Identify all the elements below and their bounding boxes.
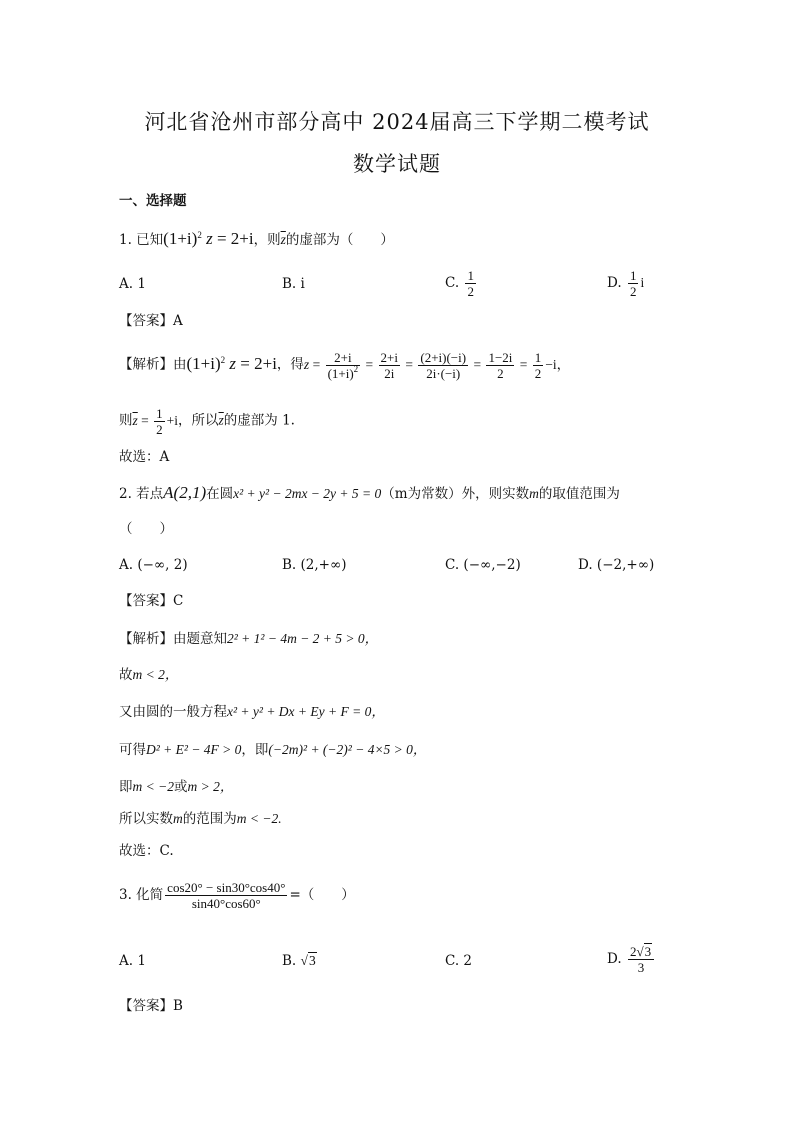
q2-stem [119, 484, 620, 503]
q1-analysis [119, 350, 570, 381]
q2-l4-mid: ，即 [241, 742, 269, 758]
q2-option-d: D. (−2,+∞) [578, 557, 655, 573]
q3-option-d [607, 944, 656, 975]
q1-expr: $(1+i)^2$ z = 2+i [163, 229, 254, 248]
q2-analysis-6 [119, 810, 282, 828]
q2-equation: x² + y² − 2mx − 2y + 5 = 0 [233, 486, 382, 501]
exam-title: 河北省沧州市部分高中 2024届高三下学期二模考试 [144, 110, 650, 134]
q1-prefix: 1. 已知 [119, 232, 164, 248]
q2-tail: 的取值范围为 [538, 486, 620, 502]
q1-option-d-suffix: i [640, 275, 645, 290]
q2-point: A(2,1) [163, 483, 207, 502]
q3-option-d-label: D. [607, 951, 622, 967]
q2-analysis-2 [119, 666, 178, 684]
q2-in-circle: 在圆 [206, 486, 234, 502]
q2-l4-expr2: (−2m)² + (−2)² − 4×5 > 0， [268, 742, 427, 757]
q1-choose: 故选：A [119, 449, 170, 465]
q2-l6: 所以实数 [119, 811, 173, 827]
q3-option-d-frac: $\frac{2√3}{3}$ [628, 944, 654, 975]
q2-analysis-4 [119, 741, 426, 759]
section-heading: 一、选择题 [119, 193, 187, 209]
q1-option-b: B. i [282, 276, 305, 292]
q1-analysis-given: $(1+i)^2$ z = 2+i [186, 353, 277, 373]
q2-option-c: C. (−∞,−2) [445, 557, 521, 573]
q3-fraction: $\frac{\cos 20^\circ - \sin 30^\circ\cos 40^\circ}{\sin 40^\circ\cos 60^\circ}$ [167, 880, 286, 911]
q1-option-d [607, 268, 644, 299]
q1-analysis-chain: z = $\frac{2+i}{(1+i)^2}$ = $\frac{2+i}{2i}$ = $\frac{(2+i)(-i)}{2i\cdot(-i)}$ = $\frac{1-2i}{2}$ = $\frac{1}{2}$ −i， [303, 350, 571, 381]
q1-option-d-frac: $\frac{1}{2}$ [629, 268, 637, 299]
q3-prefix: 3. 化简 [119, 887, 164, 903]
q2-l4-expr1: D² + E² − 4F > 0 [146, 742, 242, 757]
q2-blank: （ ） [119, 521, 173, 537]
q2-var: m [529, 486, 539, 501]
q2-l6-var: m [173, 811, 183, 826]
q2-option-a: A. (−∞, 2) [119, 557, 188, 573]
q1-stem [119, 230, 394, 249]
q2-l3-expr: x² + y² + Dx + Ey + F = 0， [227, 704, 385, 719]
q3-option-b-label: B. [282, 953, 297, 969]
q1-analysis-line2 [119, 406, 295, 437]
q1-stem-end: 的虚部为（ ） [285, 232, 394, 248]
q2-l6-mid: 的范围为 [182, 811, 237, 827]
q1-option-c [445, 268, 478, 299]
q3-option-b-sqrt: √3 [300, 953, 316, 968]
q2-answer: 【答案】C [119, 593, 184, 609]
q1-option-a: A. 1 [119, 276, 146, 292]
q1-analysis-label: 【解析】由 [119, 356, 187, 373]
q2-l3: 又由圆的一般方程 [119, 704, 227, 720]
q1-line2-prefix: 则 [119, 412, 133, 429]
q1-option-c-frac: $\frac{1}{2}$ [467, 268, 474, 299]
q2-l2-expr: m < 2， [132, 667, 179, 682]
exam-subtitle: 数学试题 [353, 152, 441, 176]
q1-line2-mid: ，所以 [178, 412, 219, 429]
q3-answer: 【答案】B [119, 998, 183, 1014]
q3-option-c: C. 2 [445, 953, 473, 969]
q2-l4: 可得 [119, 742, 146, 758]
q1-stem-rest: ，则 [253, 232, 281, 248]
q1-answer: 【答案】A [119, 313, 183, 329]
q3-option-a: A. 1 [119, 953, 146, 969]
q3-eq-blank: =（ ） [289, 887, 355, 903]
q1-option-d-label: D. [607, 275, 622, 291]
q1-line2-zbar: $\overline{z}$ [218, 412, 224, 428]
q2-l5-mid: 或 [173, 779, 188, 795]
q2-l5: 即 [119, 779, 133, 795]
q1-option-c-label: C. [445, 275, 460, 291]
q2-analysis-5 [119, 778, 233, 796]
q2-note: （m为常数）外，则实数 [381, 486, 530, 502]
q2-analysis-1 [119, 630, 378, 648]
q2-l1-expr: 2² + 1² − 4m − 2 + 5 > 0， [227, 631, 379, 646]
q3-stem [119, 880, 355, 911]
q1-analysis-mid: ，得 [276, 356, 304, 373]
q1-line2-expr: $\overline{z}$ = $\frac{1}{2}$ +i [132, 406, 179, 437]
q2-l5-expr1: m < −2 [132, 779, 174, 794]
q2-l6-expr: m < −2. [236, 811, 282, 826]
q2-analysis-label: 【解析】由题意知 [119, 631, 227, 647]
q2-l5-expr2: m > 2， [187, 779, 234, 794]
q1-zbar: $\overline{z}$ [280, 232, 286, 247]
q2-prefix: 2. 若点 [119, 486, 164, 502]
q2-l2: 故 [119, 667, 133, 683]
q2-option-b: B. (2,+∞) [282, 557, 347, 573]
q3-option-b [282, 952, 317, 970]
q1-line2-end: 的虚部为 1. [223, 412, 295, 429]
q2-analysis-3 [119, 703, 385, 721]
q2-choose: 故选：C. [119, 843, 174, 859]
